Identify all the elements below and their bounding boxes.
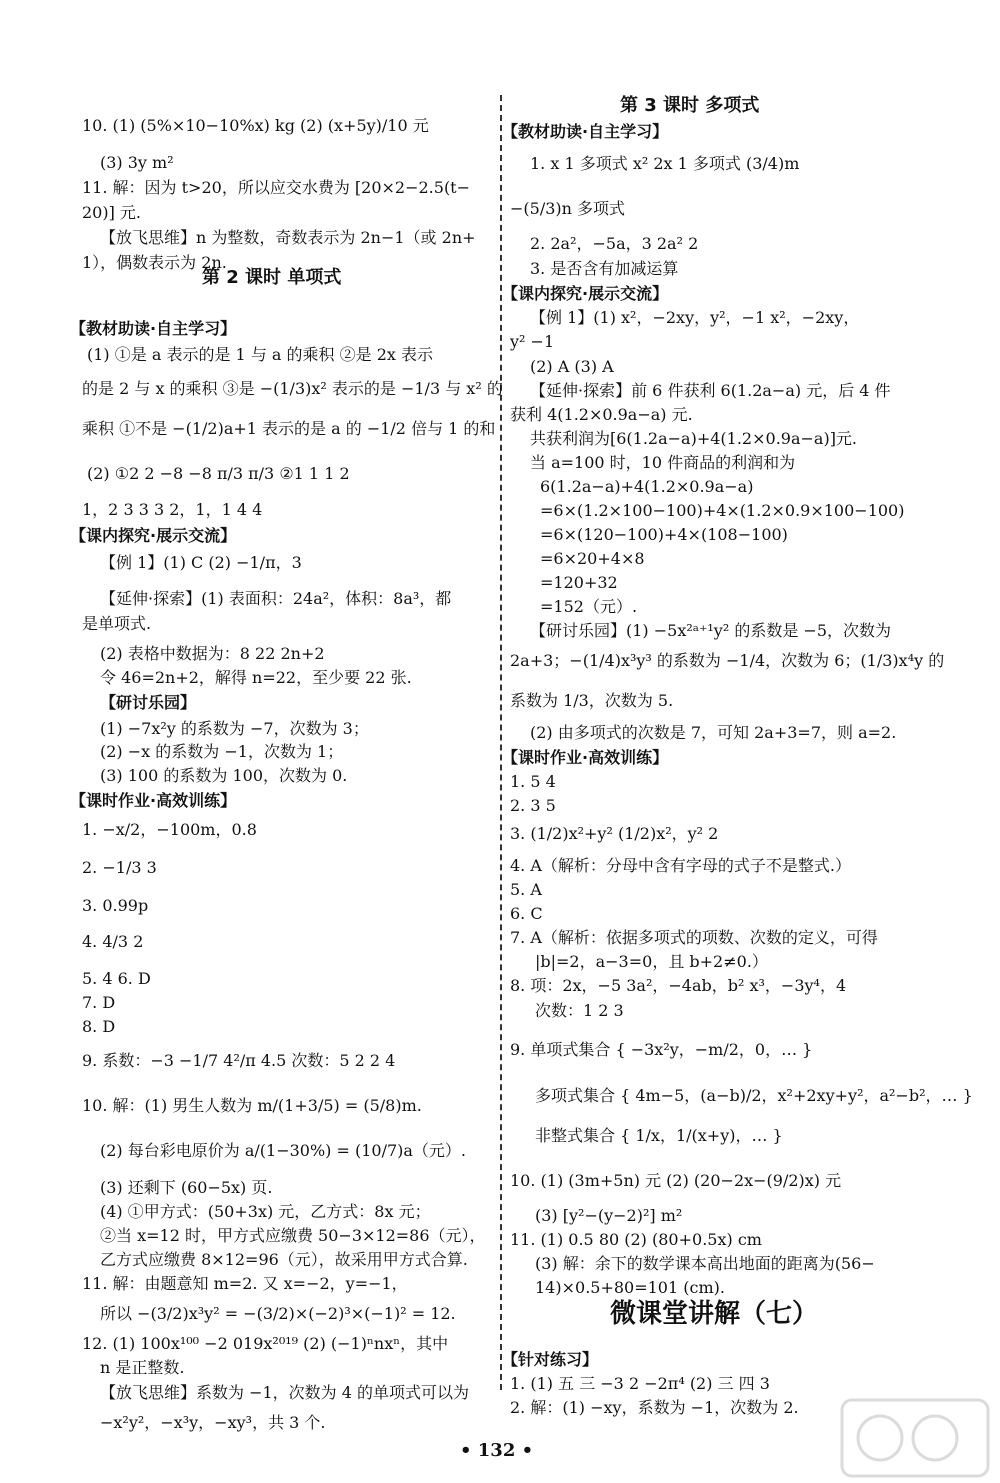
answer-line: 6(1.2a−a)+4(1.2×0.9a−a) — [540, 477, 754, 496]
answer-line: =6×(1.2×100−100)+4×(1.2×0.9×100−100) — [540, 501, 905, 520]
answer-line: ②当 x=12 时，甲方式应缴费 50−3×12=86（元）， — [100, 1226, 486, 1245]
answer-line: 1. 5 4 — [510, 772, 556, 791]
answer-line: 4. 4/3 2 — [82, 932, 144, 951]
answer-line: 共获利润为[6(1.2a−a)+4(1.2×0.9a−a)]元. — [530, 429, 858, 448]
answer-line: 2. −1/3 3 — [82, 858, 157, 877]
answer-line: 1. −x/2，−100m，0.8 — [82, 820, 257, 839]
answer-line: 是单项式. — [82, 614, 152, 633]
answer-line: (2) A (3) A — [530, 357, 614, 376]
answer-line: (2) ①2 2 −8 −8 π/3 π/3 ②1 1 1 2 — [87, 464, 350, 483]
answer-line: 8. 项：2x，−5 3a²，−4ab，b² x³，−3y⁴，4 — [510, 976, 847, 995]
answer-line: −(5/3)n 多项式 — [510, 199, 626, 218]
section-heading: 【课时作业·高效训练】 — [70, 791, 237, 810]
answer-line: (2) 表格中数据为：8 22 2n+2 — [100, 644, 325, 663]
answer-line: (1) ①是 a 表示的是 1 与 a 的乘积 ②是 2x 表示 — [87, 345, 433, 364]
answer-line: 10. (1) (5%×10−10%x) kg (2) (x+5y)/10 元 — [82, 116, 429, 135]
answer-line: 2a+3；−(1/4)x³y³ 的系数为 −1/4，次数为 6；(1/3)x⁴y 的 — [510, 651, 945, 670]
answer-line: 乙方式应缴费 8×12=96（元），故采用甲方式合算. — [100, 1250, 468, 1269]
answer-line: 【延伸·探索】(1) 表面积：24a²，体积：8a³，都 — [100, 589, 452, 608]
answer-line: (3) 3y m² — [100, 153, 174, 172]
answer-line: 次数：1 2 3 — [535, 1001, 624, 1020]
answer-line: 【例 1】(1) C (2) −1/π，3 — [100, 553, 302, 572]
answer-line: 5. A — [510, 880, 542, 899]
lesson-title: 微课堂讲解（七） — [610, 1299, 819, 1329]
section-heading: 【研讨乐园】 — [100, 693, 197, 712]
answer-line: (3) [y²−(y−2)²] m² — [535, 1206, 683, 1225]
answer-line: n 是正整数. — [100, 1358, 185, 1377]
answer-line: 2. 3 5 — [510, 796, 556, 815]
answer-line: 11. (1) 0.5 80 (2) (80+0.5x) cm — [510, 1230, 762, 1249]
answer-line: 1），偶数表示为 2n. — [82, 253, 227, 272]
answer-line: 11. 解：因为 t>20，所以应交水费为 [20×2−2.5(t− — [82, 178, 471, 197]
answer-line: (2) 由多项式的次数是 7，可知 2a+3=7，则 a=2. — [530, 723, 897, 742]
section-heading: 【教材助读·自主学习】 — [502, 122, 669, 141]
answer-line: 1，2 3 3 3 2，1，1 4 4 — [82, 500, 263, 519]
answer-line: 1. (1) 五 三 −3 2 −2π⁴ (2) 三 四 3 — [510, 1374, 770, 1393]
answer-line: 3. (1/2)x²+y² (1/2)x²，y² 2 — [510, 824, 719, 843]
answer-line: (2) 每台彩电原价为 a/(1−30%) = (10/7)a（元）. — [100, 1141, 467, 1160]
answer-line: 9. 系数：−3 −1/7 4²/π 4.5 次数：5 2 2 4 — [82, 1051, 396, 1070]
answer-line: 12. (1) 100x¹⁰⁰ −2 019x²⁰¹⁹ (2) (−1)ⁿnxⁿ，其中 — [82, 1334, 449, 1353]
answer-line: −x²y²，−x³y，−xy³，共 3 个. — [100, 1413, 326, 1432]
answer-line: =120+32 — [540, 573, 618, 592]
lesson-title: 第 3 课时 多项式 — [620, 95, 760, 116]
answer-line: =152（元）. — [540, 597, 638, 616]
answer-line: 系数为 1/3，次数为 5. — [510, 691, 674, 710]
answer-line: 6. C — [510, 904, 543, 923]
answer-line: 【延伸·探索】前 6 件获利 6(1.2a−a) 元，后 4 件 — [530, 381, 891, 400]
answer-line: 14)×0.5+80=101 (cm). — [535, 1278, 725, 1297]
section-heading: 【课时作业·高效训练】 — [502, 748, 669, 767]
answer-line: 1. x 1 多项式 x² 2x 1 多项式 (3/4)m — [530, 154, 800, 173]
answer-line: 3. 是否含有加减运算 — [530, 259, 679, 278]
answer-line: (3) 100 的系数为 100，次数为 0. — [100, 766, 348, 785]
answer-line: 多项式集合 { 4m−5，(a−b)/2，x²+2xy+y²，a²−b²，… } — [535, 1086, 973, 1105]
answer-line: 3. 0.99p — [82, 896, 149, 915]
section-heading: 【教材助读·自主学习】 — [70, 319, 237, 338]
answer-line: 10. 解：(1) 男生人数为 m/(1+3/5) = (5/8)m. — [82, 1096, 422, 1115]
answer-line: 当 a=100 时，10 件商品的利润和为 — [530, 453, 796, 472]
lesson-title: 第 2 课时 单项式 — [202, 267, 342, 288]
answer-line: 7. D — [82, 993, 116, 1012]
answer-line: 20)] 元. — [82, 203, 142, 222]
answer-line: 2. 解：(1) −xy，系数为 −1，次数为 2. — [510, 1398, 799, 1417]
answer-line: (3) 解：余下的数学课本高出地面的距离为(56− — [535, 1254, 875, 1273]
answer-line: 2. 2a²，−5a，3 2a² 2 — [530, 234, 699, 253]
answer-line: 4. A（解析：分母中含有字母的式子不是整式.） — [510, 856, 851, 875]
answer-line: (2) −x 的系数为 −1，次数为 1； — [100, 742, 344, 761]
answer-line: 【研讨乐园】(1) −5x²ᵃ⁺¹y² 的系数是 −5，次数为 — [530, 621, 892, 640]
answer-line: y² −1 — [510, 332, 555, 351]
page-number: • 132 • — [460, 1440, 534, 1461]
answer-line: 【放飞思维】系数为 −1，次数为 4 的单项式可以为 — [100, 1383, 470, 1402]
answer-line: 7. A（解析：依据多项式的项数、次数的定义，可得 — [510, 928, 878, 947]
answer-line: 乘积 ①不是 −(1/2)a+1 表示的是 a 的 −1/2 倍与 1 的和 — [82, 419, 496, 438]
answer-line: 9. 单项式集合 { −3x²y，−m/2，0，… } — [510, 1040, 813, 1059]
answer-line: =6×(120−100)+4×(108−100) — [540, 525, 788, 544]
answer-line: 的是 2 与 x 的乘积 ③是 −(1/3)x² 表示的是 −1/3 与 x² 的 — [82, 379, 503, 398]
answer-line: 非整式集合 { 1/x，1/(x+y)，… } — [535, 1126, 783, 1145]
answer-line: 【放飞思维】n 为整数，奇数表示为 2n−1（或 2n+ — [100, 228, 476, 247]
answer-line: 5. 4 6. D — [82, 969, 151, 988]
answer-line: (4) ①甲方式：(50+3x) 元，乙方式：8x 元； — [100, 1202, 431, 1221]
answer-line: 令 46=2n+2，解得 n=22，至少要 22 张. — [100, 668, 412, 687]
answer-line: |b|=2，a−3=0，且 b+2≠0.） — [535, 952, 768, 971]
section-heading: 【课内探究·展示交流】 — [70, 526, 237, 545]
answer-line: 所以 −(3/2)x³y² = −(3/2)×(−2)³×(−1)² = 12. — [100, 1304, 456, 1323]
answer-line: (3) 还剩下 (60−5x) 页. — [100, 1178, 273, 1197]
section-heading: 【针对练习】 — [502, 1350, 599, 1369]
answer-line: (1) −7x²y 的系数为 −7，次数为 3； — [100, 719, 369, 738]
answer-line: 获利 4(1.2×0.9a−a) 元. — [510, 405, 693, 424]
answer-line: =6×20+4×8 — [540, 549, 645, 568]
answer-line: 10. (1) (3m+5n) 元 (2) (20−2x−(9/2)x) 元 — [510, 1171, 842, 1190]
answer-line: 【例 1】(1) x²，−2xy，y²，−1 x²，−2xy， — [530, 308, 860, 327]
watermark-logo — [840, 1398, 990, 1478]
answer-line: 8. D — [82, 1017, 116, 1036]
answer-line: 11. 解：由题意知 m=2. 又 x=−2，y=−1， — [82, 1274, 408, 1293]
section-heading: 【课内探究·展示交流】 — [502, 284, 669, 303]
